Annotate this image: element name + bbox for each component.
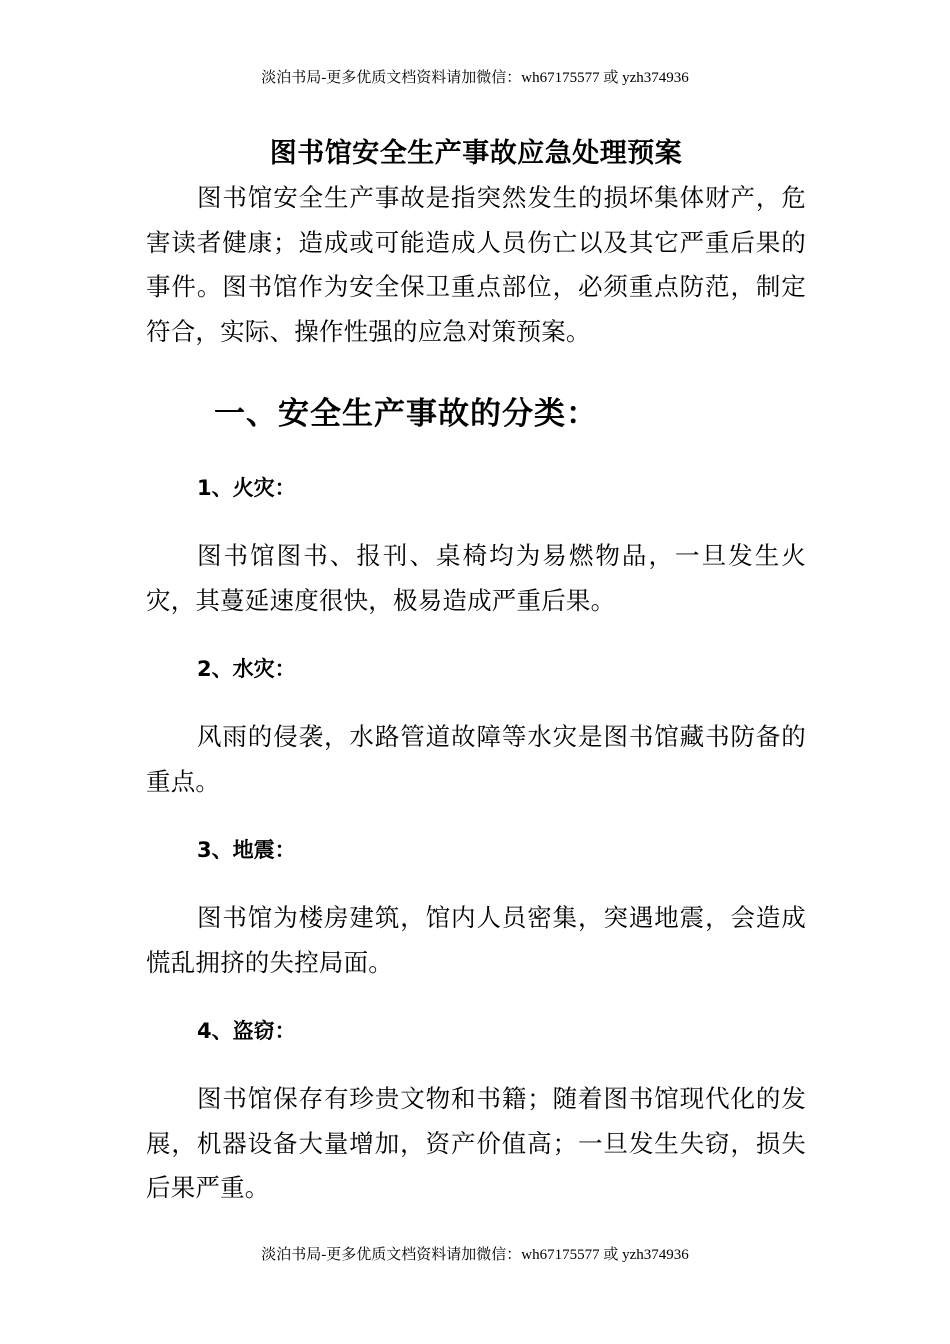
subheading-flood: 2、水灾：	[197, 657, 296, 681]
paragraph-fire: 图书馆图书、报刊、桌椅均为易燃物品，一旦发生火灾，其蔓延速度很快，极易造成严重后果。	[146, 541, 806, 615]
paragraph-theft: 图书馆保存有珍贵文物和书籍；随着图书馆现代化的发展，机器设备大量增加，资产价值高；一旦发生失窃，损失后果严重。	[146, 1084, 806, 1202]
subheading-fire: 1、火灾：	[197, 476, 296, 500]
paragraph-earthquake: 图书馆为楼房建筑，馆内人员密集，突遇地震，会造成慌乱拥挤的失控局面。	[146, 903, 806, 977]
page-footer: 淡泊书局-更多优质文档资料请加微信：wh67175577 或 yzh374936	[261, 1247, 689, 1263]
page-header: 淡泊书局-更多优质文档资料请加微信：wh67175577 或 yzh374936	[261, 70, 689, 86]
subheading-theft: 4、盗窃：	[197, 1019, 296, 1043]
section-heading-classification: 一、安全生产事故的分类：	[214, 396, 598, 432]
document-title: 图书馆安全生产事故应急处理预案	[269, 138, 683, 169]
intro-paragraph: 图书馆安全生产事故是指突然发生的损坏集体财产，危害读者健康；造成或可能造成人员伤亡以及其它严重后果的事件。图书馆作为安全保卫重点部位，必须重点防范，制定符合，实际、操作性强的应急对策预案。	[146, 183, 806, 346]
paragraph-flood: 风雨的侵袭，水路管道故障等水灾是图书馆藏书防备的重点。	[146, 722, 806, 796]
document-body	[146, 132, 806, 1211]
subheading-earthquake: 3、地震：	[197, 838, 296, 862]
